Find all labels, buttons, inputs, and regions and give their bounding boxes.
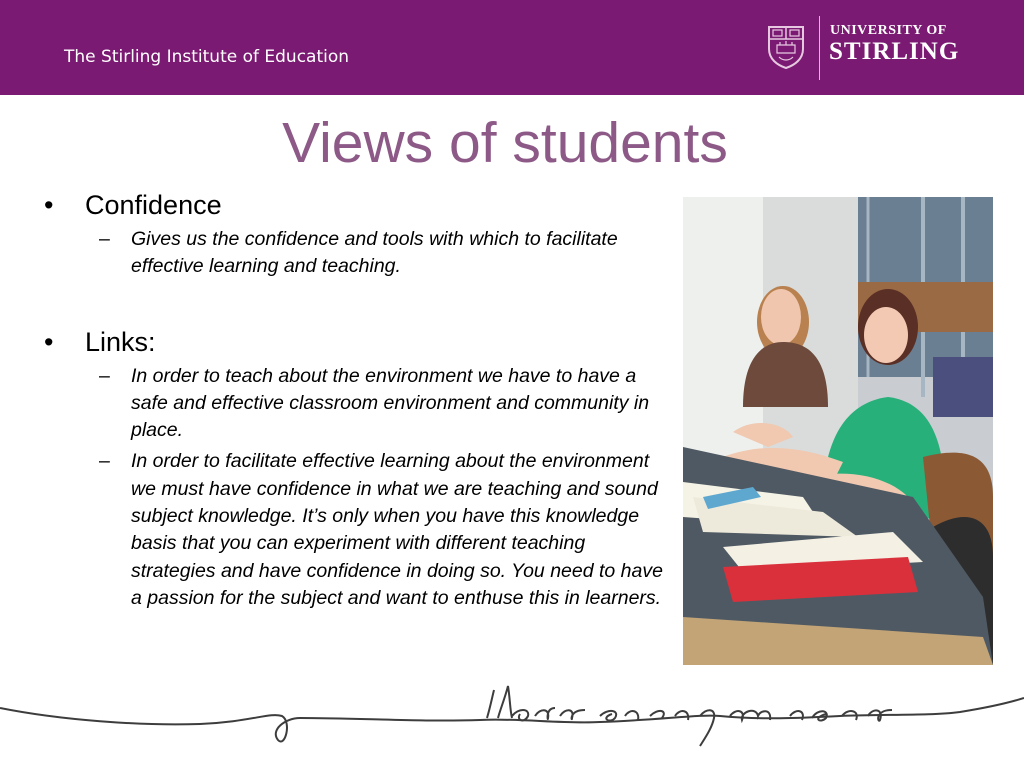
bullet-label: Confidence: [85, 190, 222, 220]
university-name-line1: UNIVERSITY OF: [830, 23, 947, 38]
dash-marker: –: [99, 450, 110, 473]
sub-item: [44, 448, 664, 612]
classroom-photo-illustration: [683, 197, 993, 665]
sub-item-text: Gives us the confidence and tools with which to facilitate effective learning and teaching.: [131, 228, 618, 278]
ideas-everywhere-signature: [0, 668, 1024, 768]
dash-marker: –: [99, 228, 110, 250]
header-banner: [0, 0, 1024, 95]
slide-content: [44, 188, 664, 612]
slide-title: Views of students: [282, 111, 728, 175]
bullet-label: Links:: [85, 326, 156, 357]
sub-item: [44, 226, 664, 281]
bullet-marker: •: [44, 190, 54, 220]
classroom-photo: [683, 197, 993, 665]
logo-divider: [819, 16, 820, 80]
dash-marker: –: [99, 364, 110, 387]
sub-item-text: In order to teach about the environment we have to have a safe and effective classroom environment and community in place.: [131, 364, 650, 442]
bullet-confidence: [44, 188, 664, 222]
sub-item-text: In order to facilitate effective learning about the environment we must have confidence in what we are teaching and sound subject knowledge. It’s only when you have this knowledge basis that you can experiment with different teaching strategies and have confidence in doing so. You need to have a passion for the subject and want to enthuse this in learners.: [131, 450, 663, 609]
bullet-links: [44, 325, 664, 359]
bullet-marker: •: [44, 326, 54, 357]
institute-name: The Stirling Institute of Education: [64, 47, 350, 67]
sub-item: [44, 363, 664, 445]
university-name-line2: STIRLING: [829, 38, 960, 65]
university-crest-icon: [767, 25, 805, 69]
